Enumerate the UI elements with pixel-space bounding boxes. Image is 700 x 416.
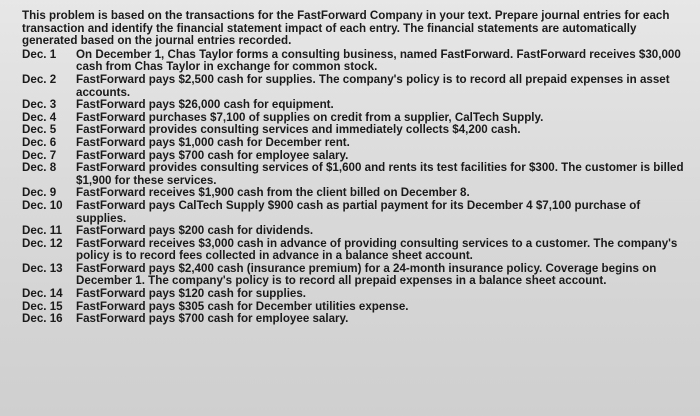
transaction-entry bbox=[22, 288, 686, 301]
transaction-date: Dec. 5 bbox=[22, 123, 57, 137]
transaction-entry bbox=[22, 238, 686, 263]
transaction-text: FastForward pays $120 cash for supplies. bbox=[76, 287, 307, 301]
transaction-text: FastForward pays $2,500 cash for supplies. The company's policy is to record all prepaid expenses in asset accounts. bbox=[76, 72, 670, 99]
transaction-date: Dec. 15 bbox=[22, 299, 63, 313]
transaction-text: FastForward pays CalTech Supply $900 cash as partial payment for its December 4 $7,100 purchase of supplies. bbox=[76, 198, 641, 225]
transaction-text: FastForward provides consulting services and immediately collects $4,200 cash. bbox=[76, 123, 521, 137]
transaction-entry bbox=[22, 74, 686, 99]
transaction-date: Dec. 3 bbox=[22, 98, 57, 112]
problem-intro: This problem is based on the transactions for the FastForward Company in your text. Prepare journal entries for each transaction and identify the financial statement impact of each entry. The financial statements are automatically generated based on the journal entries recorded. bbox=[22, 9, 670, 48]
transaction-date: Dec. 2 bbox=[22, 72, 57, 86]
transaction-text: FastForward pays $1,000 cash for December rent. bbox=[76, 135, 350, 149]
transaction-text: FastForward pays $26,000 cash for equipment. bbox=[76, 98, 334, 112]
transaction-text: FastForward receives $1,900 cash from the client billed on December 8. bbox=[76, 186, 470, 200]
transaction-entry bbox=[22, 49, 686, 74]
transaction-text: FastForward receives $3,000 cash in advance of providing consulting services to a customer. The company's policy is to record fees collected in advance in a balance sheet account. bbox=[76, 236, 678, 263]
transaction-text: On December 1, Chas Taylor forms a consulting business, named FastForward. FastForward receives $30,000 cash from Chas Taylor in exchange for common stock. bbox=[76, 47, 681, 74]
transaction-date: Dec. 14 bbox=[22, 287, 63, 301]
transaction-entry bbox=[22, 313, 686, 326]
transaction-text: FastForward provides consulting services of $1,600 and rents its test facilities for $300. The customer is billed $1,900 for these services. bbox=[76, 161, 684, 187]
transaction-date: Dec. 10 bbox=[22, 198, 63, 212]
transaction-text: FastForward pays $700 cash for employee salary. bbox=[76, 148, 349, 162]
transaction-date: Dec. 11 bbox=[22, 224, 62, 238]
transaction-date: Dec. 16 bbox=[22, 312, 63, 326]
transaction-text: FastForward pays $305 cash for December utilities expense. bbox=[76, 299, 409, 313]
transaction-text: FastForward pays $700 cash for employee salary. bbox=[76, 312, 349, 326]
transaction-date: Dec. 8 bbox=[22, 161, 57, 175]
transaction-entry bbox=[22, 225, 686, 238]
transaction-entry bbox=[22, 263, 686, 288]
transaction-date: Dec. 4 bbox=[22, 110, 57, 124]
transaction-text: FastForward pays $2,400 cash (insurance premium) for a 24-month insurance policy. Coverage begins on December 1. The company's policy is to record all prepaid expenses in a balance sheet account. bbox=[76, 261, 657, 288]
transaction-date: Dec. 13 bbox=[22, 261, 63, 275]
transaction-list bbox=[22, 49, 686, 326]
transaction-entry bbox=[22, 99, 686, 112]
transaction-date: Dec. 9 bbox=[22, 186, 57, 200]
transaction-text: FastForward purchases $7,100 of supplies on credit from a supplier, CalTech Supply. bbox=[76, 110, 544, 124]
transaction-date: Dec. 12 bbox=[22, 236, 63, 250]
transaction-date: Dec. 6 bbox=[22, 135, 57, 149]
transaction-date: Dec. 1 bbox=[22, 47, 57, 61]
transaction-entry bbox=[22, 200, 686, 225]
transaction-date: Dec. 7 bbox=[22, 148, 57, 162]
transaction-text: FastForward pays $200 cash for dividends. bbox=[76, 224, 314, 238]
transaction-entry bbox=[22, 137, 686, 150]
transaction-entry bbox=[22, 162, 686, 187]
